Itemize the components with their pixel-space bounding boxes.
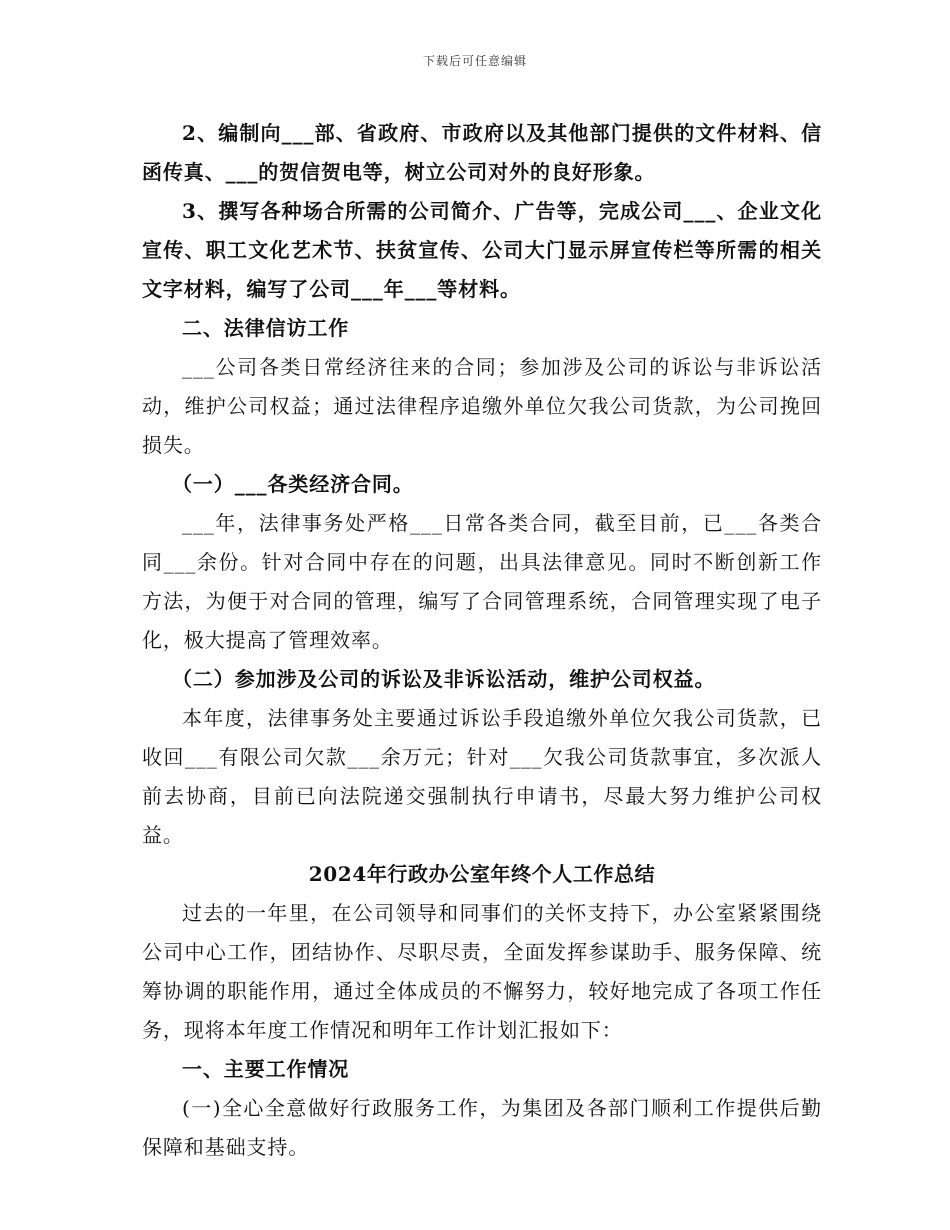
paragraph-6: 过去的一年里，在公司领导和同事们的关怀支持下，办公室紧紧围绕公司中心工作，团结协作、尽职尽责，全面发挥参谋助手、服务保障、统筹协调的职能作用，通过全体成员的不懈努力，较好地完成了各项工作任务，现将本年度工作情况和明年工作计划汇报如下： [142,901,822,1042]
subheading-1: （一）___各类经济合同。 [172,472,414,496]
paragraph-7: (一)全心全意做好行政服务工作，为集团及各部门顺利工作提供后勤保障和基础支持。 [142,1096,822,1159]
section-title: 2024年行政办公室年终个人工作总结 [308,862,656,886]
heading-main-work: 一、主要工作情况 [182,1057,350,1081]
heading-legal: 二、法律信访工作 [182,316,350,340]
document-body [142,114,822,1167]
paragraph-5: 本年度，法律事务处主要通过诉讼手段追缴外单位欠我公司货款，已收回___有限公司欠款___余万元；针对___欠我公司货款事宜，多次派人前去协商，目前已向法院递交强制执行申请书，尽最大努力维护公司权益。 [142,706,822,847]
paragraph-2: 3、撰写各种场合所需的公司简介、广告等，完成公司___、企业文化宣传、职工文化艺术节、扶贫宣传、公司大门显示屏宣传栏等所需的相关文字材料，编写了公司___年___等材料。 [142,199,822,301]
page-header: 下载后可任意编辑 [422,54,527,68]
paragraph-4: ___年，法律事务处严格___日常各类合同，截至目前，已___各类合同___余份。针对合同中存在的问题，出具法律意见。同时不断创新工作方法，为便于对合同的管理，编写了合同管理系统，合同管理实现了电子化，极大提高了管理效率。 [142,511,822,652]
paragraph-3: ___公司各类日常经济往来的合同；参加涉及公司的诉讼与非诉讼活动，维护公司权益；通过法律程序追缴外单位欠我公司货款，为公司挽回损失。 [142,355,822,457]
paragraph-1: 2、编制向___部、省政府、市政府以及其他部门提供的文件材料、信函传真、___的贺信贺电等，树立公司对外的良好形象。 [142,121,822,184]
subheading-2: （二）参加涉及公司的诉讼及非诉讼活动，维护公司权益。 [172,667,716,691]
